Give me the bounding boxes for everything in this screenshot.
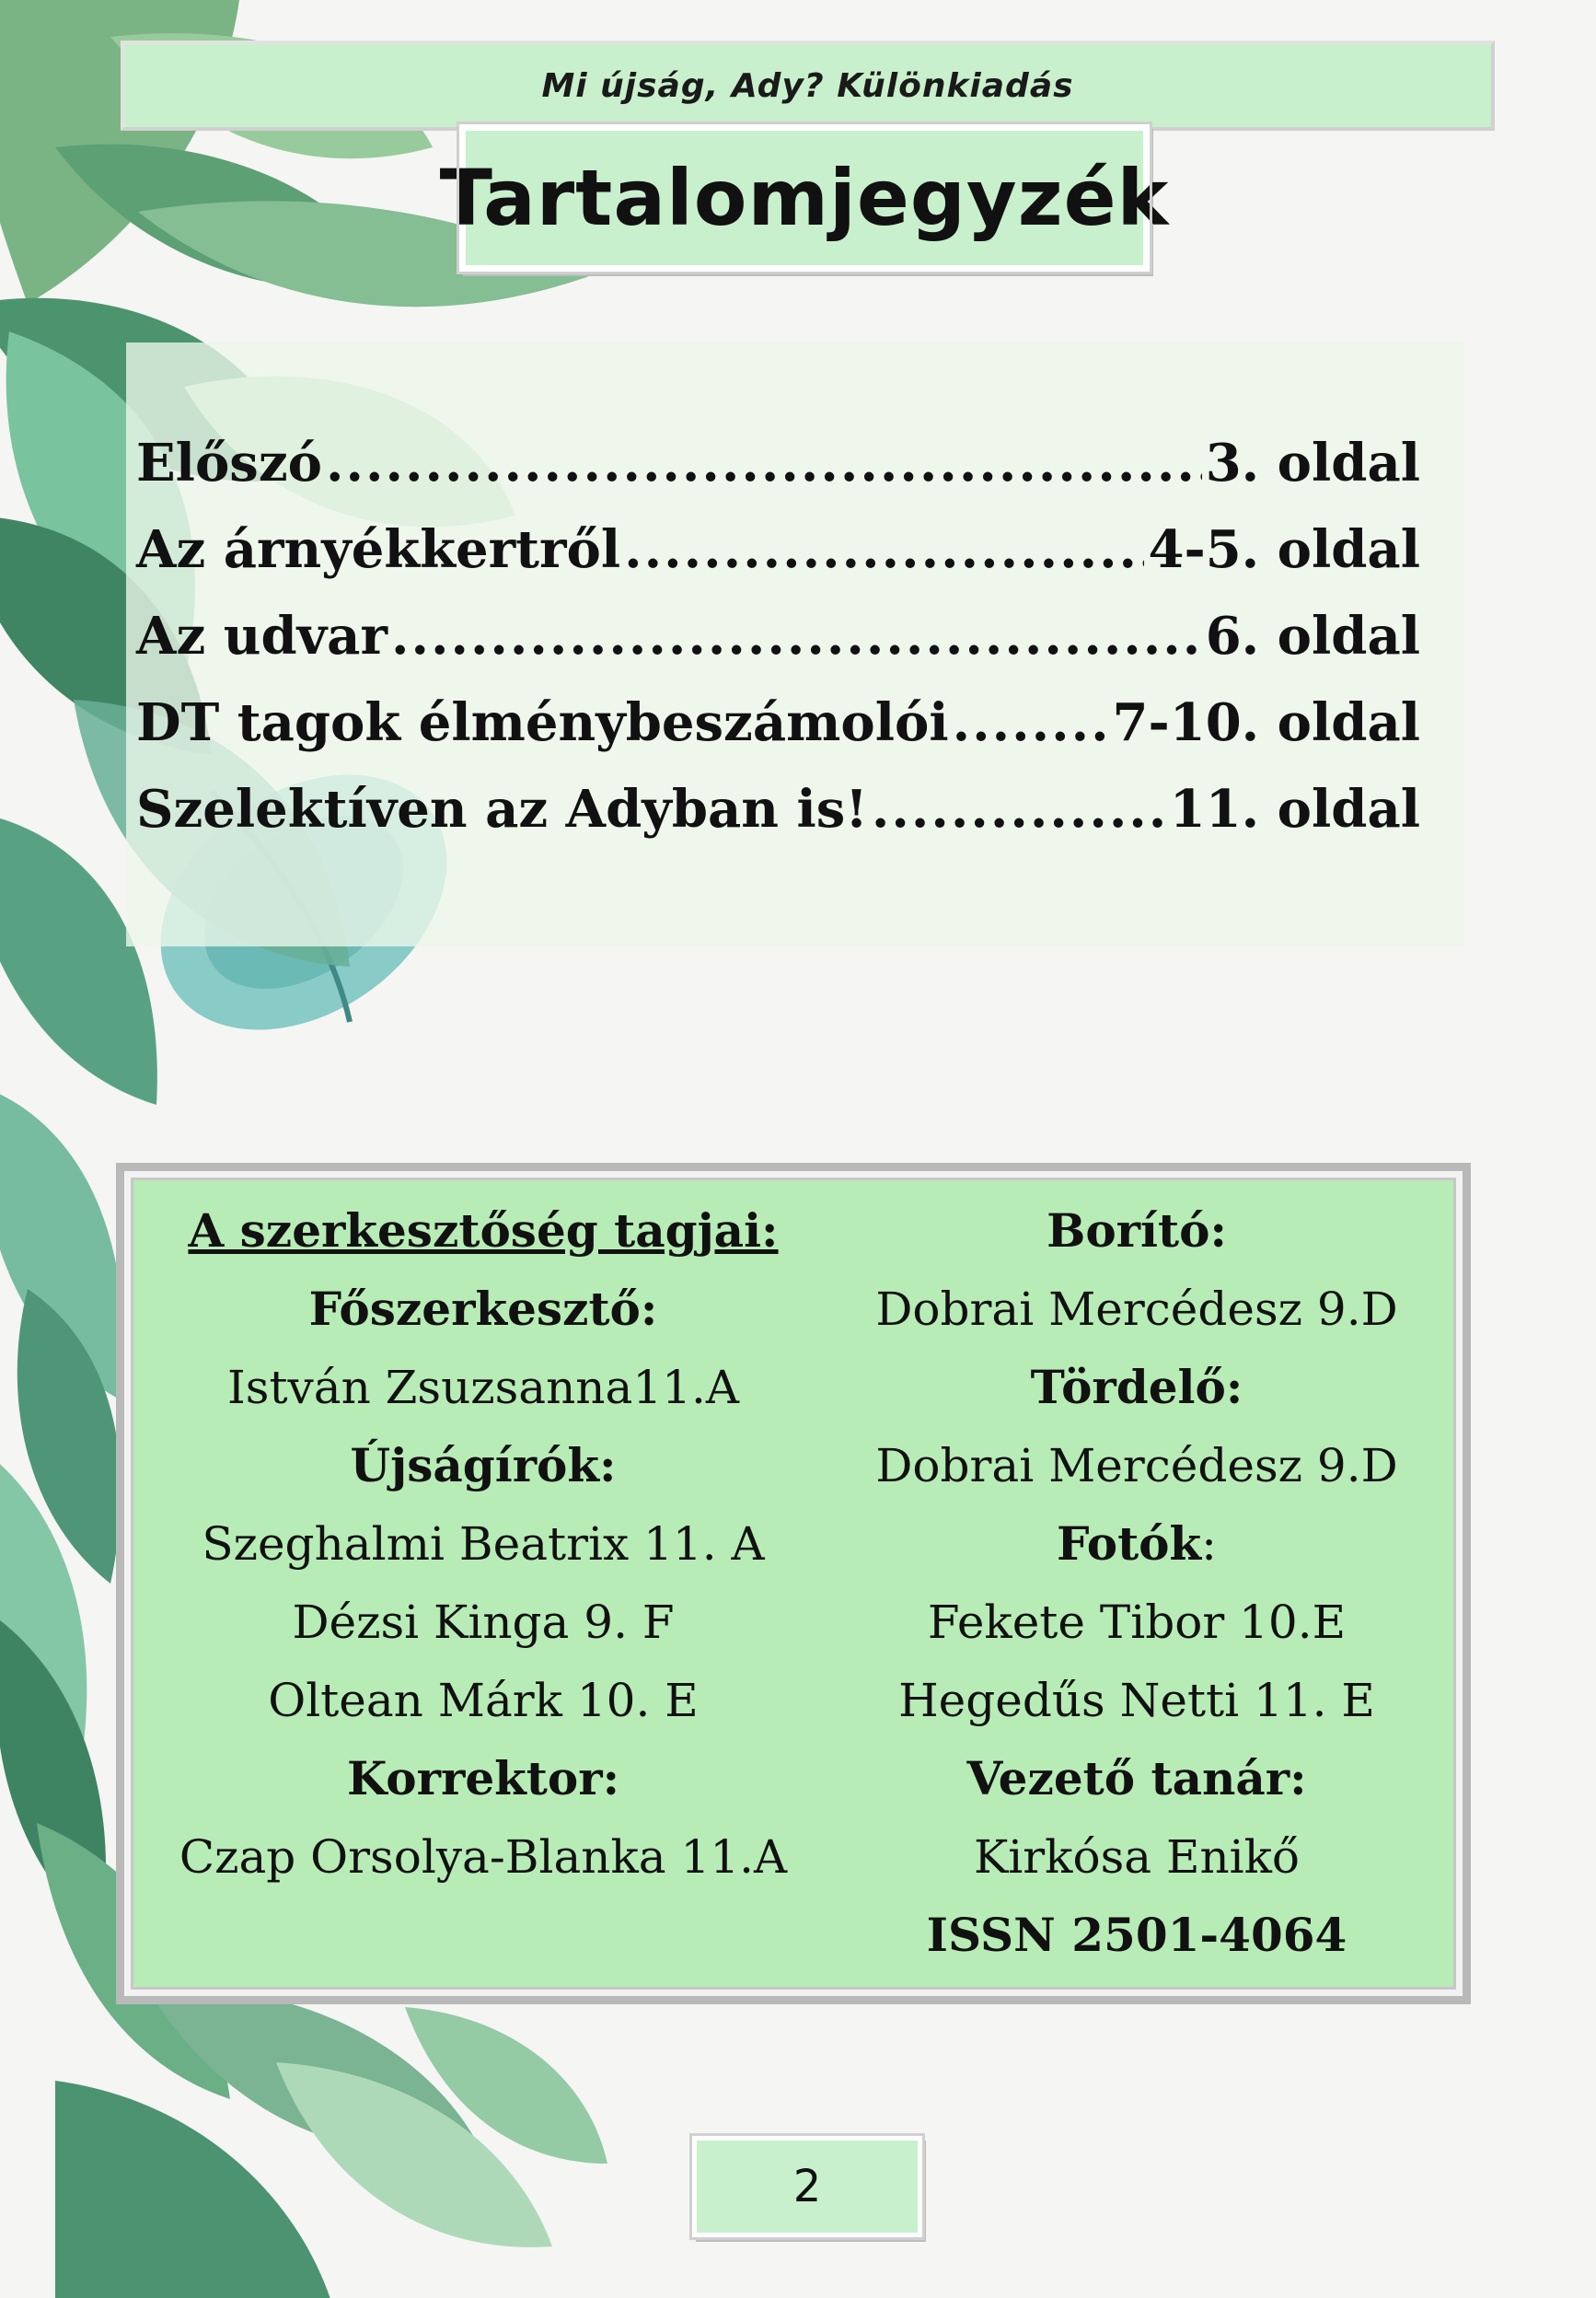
toc-leader-dots [624, 519, 1144, 580]
toc-label: DT tagok élménybeszámolói [136, 692, 949, 753]
photos-label: Fotók [1056, 1516, 1202, 1571]
cover-name: Dobrai Mercédesz 9.D [875, 1282, 1398, 1336]
staff-box [116, 1163, 1471, 2004]
toc-leader-dots [391, 606, 1202, 667]
toc-leader-dots [872, 779, 1166, 840]
staff-box-frame [124, 1171, 1463, 1996]
staff-left-column [161, 1199, 805, 1903]
toc-label: Előszó [136, 433, 322, 493]
toc-label: Az udvar [136, 606, 387, 667]
proofreader-label: Korrektor: [346, 1751, 620, 1805]
table-of-contents [136, 433, 1420, 865]
teacher-name: Kirkósa Enikő [973, 1830, 1301, 1884]
toc-row[interactable] [136, 606, 1420, 692]
toc-label: Szelektíven az Adyban is! [136, 779, 868, 840]
header-text: Mi újság, Ady? Különkiadás [541, 66, 1074, 105]
chief-editor-label: Főszerkesztő: [308, 1282, 658, 1336]
toc-row[interactable] [136, 519, 1420, 606]
toc-row[interactable] [136, 433, 1420, 519]
journalist-name: Oltean Márk 10. E [268, 1674, 699, 1727]
issn-number: ISSN 2501-4064 [926, 1908, 1347, 1962]
page-title: Tartalomjegyzék [439, 153, 1170, 243]
toc-row[interactable] [136, 779, 1420, 865]
journalists-label: Újságírók: [350, 1438, 617, 1492]
proofreader-name: Czap Orsolya-Blanka 11.A [179, 1830, 788, 1884]
toc-page: 11. oldal [1169, 779, 1420, 840]
toc-page: 6. oldal [1205, 606, 1420, 667]
chief-editor-name: István Zsuzsanna11.A [227, 1361, 739, 1414]
teacher-label: Vezető tanár: [966, 1751, 1307, 1805]
staff-box-content [131, 1178, 1456, 1990]
title-box [439, 124, 1170, 272]
toc-row[interactable] [136, 692, 1420, 779]
photographer-name: Fekete Tibor 10.E [927, 1596, 1347, 1649]
toc-page: 7-10. oldal [1112, 692, 1420, 753]
header-bar [121, 41, 1495, 131]
page-number: 2 [692, 2136, 922, 2237]
layout-label: Tördelő: [1030, 1360, 1243, 1414]
cover-label: Borító: [1047, 1203, 1227, 1258]
staff-heading: A szerkesztőség tagjai: [188, 1203, 779, 1258]
photos-label-line [842, 1512, 1431, 1590]
staff-right-column [842, 1199, 1431, 1981]
toc-label: Az árnyékkertről [136, 519, 621, 580]
layout-name: Dobrai Mercédesz 9.D [875, 1439, 1398, 1492]
journalist-name: Dézsi Kinga 9. F [292, 1596, 675, 1649]
photos-colon: : [1201, 1517, 1218, 1571]
toc-leader-dots [326, 433, 1202, 493]
photographer-name: Hegedűs Netti 11. E [898, 1674, 1375, 1727]
toc-page: 4-5. oldal [1148, 519, 1420, 580]
journalist-name: Szeghalmi Beatrix 11. A [202, 1517, 765, 1571]
toc-page: 3. oldal [1205, 433, 1420, 493]
toc-leader-dots [953, 692, 1109, 753]
